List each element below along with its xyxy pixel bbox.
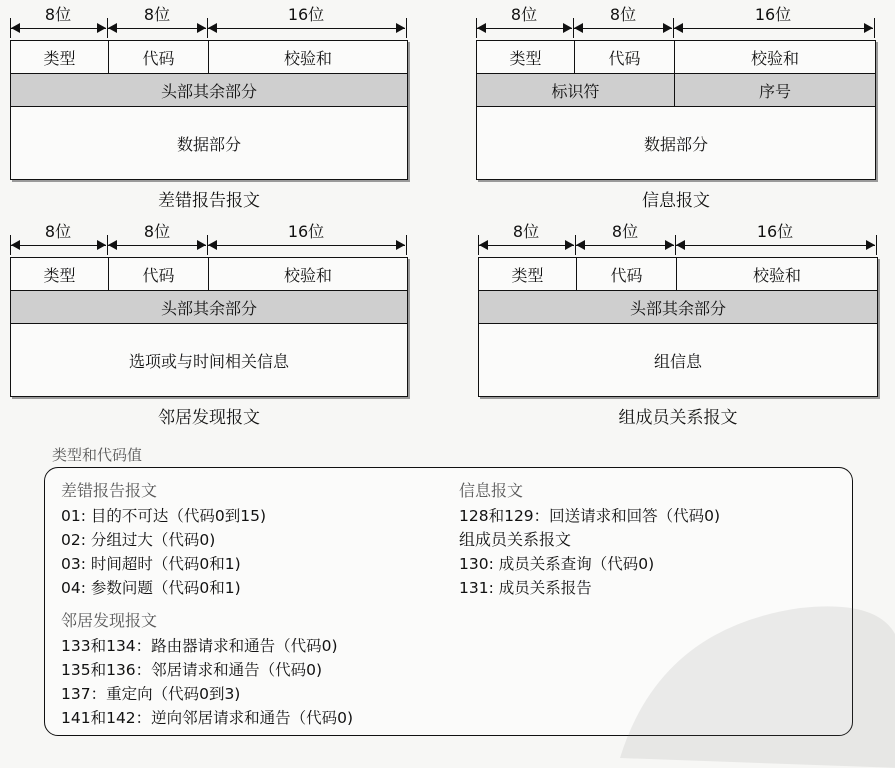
code-field: 代码: [109, 41, 209, 73]
error-report-diagram: [10, 0, 408, 211]
info-message-caption: 信息报文: [642, 191, 710, 211]
options-field: 选项或与时间相关信息: [128, 351, 289, 371]
code-field: 代码: [109, 258, 209, 290]
group-membership-caption: 组成员关系报文: [618, 408, 738, 428]
checksum-field: 校验和: [283, 265, 332, 285]
list-item: 03: 时间超时（代码0和1): [61, 555, 241, 573]
bits-8-label: 8位: [44, 5, 72, 24]
bits-16-label: 16位: [756, 222, 794, 241]
legend-title: 类型和代码值: [52, 446, 143, 464]
list-item: 133和134：路由器请求和通告（代码0): [61, 637, 338, 655]
checksum-field: 校验和: [283, 48, 332, 68]
bits-8-label: 8位: [510, 5, 538, 24]
checksum-field: 校验和: [752, 265, 801, 285]
legend-right-column: [459, 478, 720, 600]
info-message-diagram: [476, 0, 876, 211]
list-item: 141和142：逆向邻居请求和通告（代码0): [61, 709, 354, 727]
type-field: 类型: [477, 41, 575, 73]
code-field: 代码: [575, 41, 675, 73]
error-section-title: 差错报告报文: [61, 481, 158, 500]
message-frame: [10, 40, 408, 180]
data-part-field: 数据部分: [643, 134, 708, 154]
type-field: 类型: [11, 258, 109, 290]
bits-16-label: 16位: [754, 5, 792, 24]
list-item: 137：重定向（代码0到3): [61, 685, 241, 703]
data-part-field: 数据部分: [176, 134, 241, 154]
message-frame: [10, 257, 408, 397]
list-item: 04: 参数问题（代码0和1): [61, 579, 241, 597]
bit-width-scale: [10, 0, 408, 40]
legend-left-column: [61, 478, 353, 730]
list-item: 130: 成员关系查询（代码0): [459, 555, 655, 573]
type-field: 类型: [11, 41, 109, 73]
header-rest-field: 头部其余部分: [160, 81, 257, 101]
info-section-title: 信息报文: [459, 481, 524, 500]
bits-8-label: 8位: [611, 222, 639, 241]
list-item: 131: 成员关系报告: [459, 579, 592, 597]
message-frame: [478, 257, 878, 397]
group-section-title: 组成员关系报文: [459, 530, 572, 549]
bits-16-label: 16位: [287, 5, 325, 24]
header-rest-field: 头部其余部分: [160, 298, 257, 318]
bits-8-label: 8位: [512, 222, 540, 241]
identifier-field: 标识符: [477, 74, 675, 106]
stamp-watermark: [600, 588, 895, 768]
bit-width-scale: [476, 0, 876, 40]
bits-8-label: 8位: [609, 5, 637, 24]
group-membership-diagram: [478, 217, 878, 428]
bits-8-label: 8位: [143, 222, 171, 241]
checksum-field: 校验和: [750, 48, 799, 68]
neighbor-discovery-diagram: [10, 217, 408, 428]
header-rest-field: 头部其余部分: [629, 298, 726, 318]
list-item: 02: 分组过大（代码0): [61, 531, 216, 549]
bits-16-label: 16位: [287, 222, 325, 241]
nd-section-title: 邻居发现报文: [61, 611, 158, 630]
error-report-caption: 差错报告报文: [158, 191, 260, 211]
bit-width-scale: [478, 217, 878, 257]
message-frame: [476, 40, 876, 180]
type-field: 类型: [479, 258, 577, 290]
bits-8-label: 8位: [143, 5, 171, 24]
neighbor-discovery-caption: 邻居发现报文: [158, 408, 260, 428]
list-item: 135和136：邻居请求和通告（代码0): [61, 661, 323, 679]
group-info-field: 组信息: [653, 351, 702, 371]
bit-width-scale: [10, 217, 408, 257]
list-item: 128和129：回送请求和回答（代码0): [459, 507, 721, 525]
sequence-field: 序号: [758, 81, 791, 101]
list-item: 01: 目的不可达（代码0到15): [61, 507, 267, 525]
code-field: 代码: [577, 258, 677, 290]
bits-8-label: 8位: [44, 222, 72, 241]
